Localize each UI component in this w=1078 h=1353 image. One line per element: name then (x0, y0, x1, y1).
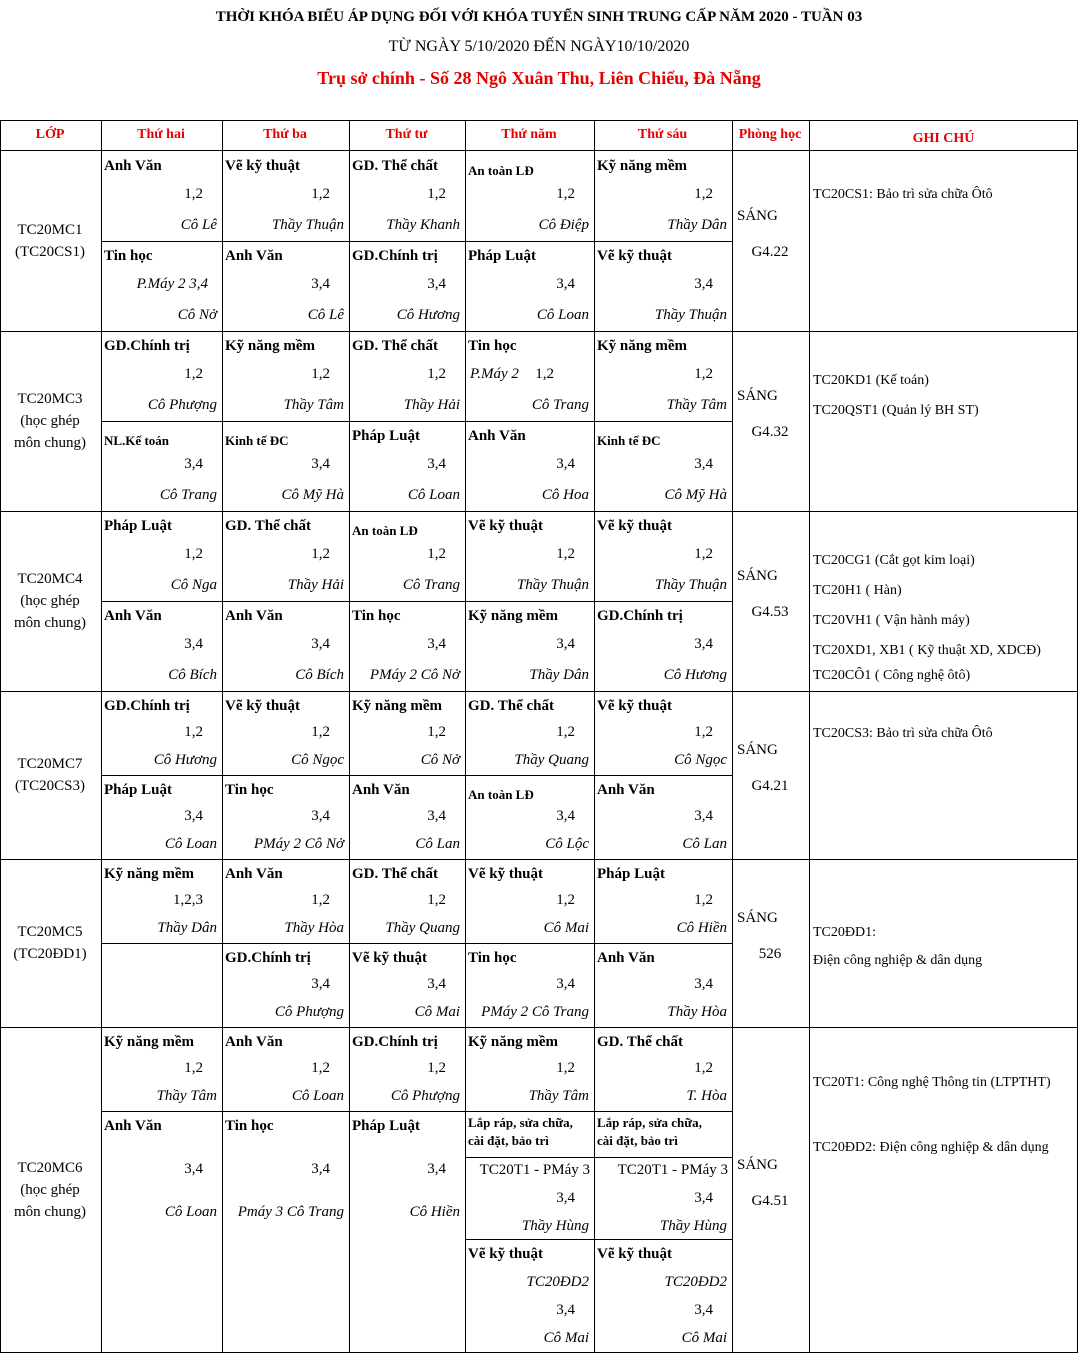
teacher-name: Thầy Dân (529, 667, 589, 683)
grid-line (0, 511, 1078, 512)
class-name: (TC20CS3) (14, 778, 85, 794)
room-code: G4.51 (751, 1192, 789, 1209)
note-text: TC20T1: Công nghệ Thông tin (LTPTHT) (813, 1075, 1051, 1090)
teacher-name: Cô Lan (415, 836, 460, 852)
period: 1,2 (427, 546, 446, 562)
teacher-name: Thầy Hải (287, 577, 344, 593)
note-text: Điện công nghiệp & dân dụng (813, 953, 983, 968)
grid-line (465, 1239, 732, 1240)
period: 3,4 (694, 808, 713, 824)
grid-line (101, 601, 732, 602)
period: 1,2 (311, 366, 330, 382)
subject-name: Kỹ năng mềm (225, 338, 315, 354)
teacher-name: Thầy Thuận (271, 217, 344, 233)
period: 3,4 (694, 1302, 713, 1318)
class-name: (học ghép (20, 413, 80, 429)
class-name: môn chung) (13, 615, 87, 631)
period: 1,2 (694, 186, 713, 202)
col-header-friday: Thứ sáu (637, 127, 688, 142)
period: 1,2 (184, 546, 203, 562)
room-code: G4.53 (751, 604, 789, 620)
teacher-name: Cô Trang (402, 577, 460, 593)
subject-name: Lắp ráp, sửa chữa, (468, 1115, 573, 1130)
note-text: TC20XD1, XB1 ( Kỹ thuật XD, XDCĐ) (813, 643, 1041, 658)
period: 1,2 (556, 1060, 575, 1076)
subject-name: Tin học (104, 248, 153, 264)
period: 1,2 (311, 1060, 330, 1076)
class-name: TC20MC6 (17, 1159, 83, 1176)
grid-line (101, 775, 732, 776)
class-name: TC20MC5 (17, 924, 83, 940)
col-header-monday: Thứ hai (137, 127, 185, 142)
grid-line (101, 1111, 732, 1112)
teacher-name: Cô Mai (414, 1004, 460, 1020)
subject-name: Vẽ kỹ thuật (225, 698, 301, 714)
period: 3,4 (184, 456, 203, 472)
period: 1,2 (427, 366, 446, 382)
period: 3,4 (184, 808, 203, 824)
period: 1,2 (311, 892, 330, 908)
teacher-name: PMáy 2 Cô Nở (253, 836, 344, 852)
teacher-name: PMáy 2 Cô Trang (481, 1004, 589, 1020)
subject-name: Anh Văn (225, 1034, 283, 1050)
period: 3,4 (427, 636, 446, 652)
period: 1,2 (556, 546, 575, 562)
note-text: TC20CÔ1 ( Công nghệ ôtô) (813, 668, 971, 683)
period: 1,2 (694, 366, 713, 382)
subject-name: GD. Thể chất (225, 518, 311, 534)
note-text: TC20CS3: Bảo trì sửa chữa Ôtô (813, 726, 993, 741)
subject-name: Vẽ kỹ thuật (597, 1246, 673, 1262)
class-name: TC20MC3 (17, 391, 83, 407)
grid-line (0, 331, 1078, 332)
teacher-name: Thầy Thuận (654, 307, 727, 323)
subject-name: Kỹ năng mềm (597, 158, 687, 174)
grid-line (101, 241, 732, 242)
period: 1,2 (184, 186, 203, 202)
note-text: TC20CG1 (Cắt gọt kim loại) (813, 553, 975, 568)
class-name: (học ghép (20, 1181, 80, 1198)
subject-name: Kinh tế ĐC (225, 433, 289, 448)
subject-name: Pháp Luật (597, 866, 665, 882)
subject-name: GD.Chính trị (225, 950, 311, 966)
period: 3,4 (311, 976, 330, 992)
subject-name: Kỹ năng mềm (597, 338, 687, 354)
teacher-name: Cô Trang (531, 397, 589, 413)
class-name: môn chung) (13, 435, 87, 451)
teacher-name: Thầy Thuận (654, 577, 727, 593)
period: 3,4 (184, 1161, 203, 1177)
teacher-name: Cô Loan (164, 836, 217, 852)
class-name: (TC20CS1) (14, 244, 85, 260)
teacher-name: Thầy Hòa (667, 1004, 727, 1020)
col-header-wednesday: Thứ tư (385, 127, 428, 142)
period: 1,2 (311, 546, 330, 562)
col-header-tuesday: Thứ ba (263, 127, 307, 142)
group-code: TC20ĐD2 (526, 1274, 589, 1290)
period: 3,4 (427, 456, 446, 472)
teacher-name: Thầy Quang (385, 920, 460, 936)
subject-name: Kỹ năng mềm (468, 608, 558, 624)
group-code: TC20T1 - PMáy 3 (617, 1162, 728, 1178)
subject-name: cài đặt, bảo trì (597, 1133, 678, 1148)
period: 3,4 (556, 976, 575, 992)
room-session: SÁNG (737, 208, 778, 224)
subject-name: GD. Thể chất (352, 338, 438, 354)
grid-line (0, 859, 1078, 860)
period: 1,2 (184, 724, 203, 740)
col-header-thursday: Thứ năm (501, 127, 557, 142)
teacher-name: Cô Trang (159, 487, 217, 503)
subject-name: NL.Kế toán (104, 433, 169, 448)
teacher-name: Cô Điệp (538, 217, 589, 233)
subject-name: Pháp Luật (468, 248, 536, 264)
subject-name: Anh Văn (225, 866, 283, 882)
period: 1,2 (556, 892, 575, 908)
teacher-name: T. Hòa (686, 1088, 727, 1104)
subject-name: An toàn LĐ (352, 523, 418, 538)
subject-name: Kỹ năng mềm (352, 698, 442, 714)
schedule-title: THỜI KHÓA BIỂU ÁP DỤNG ĐỐI VỚI KHÓA TUYỂN SINH TRUNG CẤP NĂM 2020 - TUẦN 03 (215, 9, 863, 25)
grid-line (0, 1027, 1078, 1028)
subject-name: GD.Chính trị (104, 698, 190, 714)
room-code: G4.32 (751, 424, 789, 440)
period: 3,4 (694, 456, 713, 472)
period: 1,2 (427, 724, 446, 740)
teacher-name: Cô Hoa (541, 487, 589, 503)
subject-name: Vẽ kỹ thuật (468, 1246, 544, 1262)
note-text: TC20ĐD1: (813, 925, 876, 940)
period: 1,2 (184, 366, 203, 382)
period: 3,4 (556, 808, 575, 824)
period: 1,2 (694, 546, 713, 562)
teacher-name: Cô Hương (396, 307, 460, 323)
grid-line (809, 120, 810, 1352)
class-name: (học ghép (20, 593, 80, 609)
grid-line (101, 421, 732, 422)
subject-name: GD.Chính trị (104, 338, 190, 354)
period: 3,4 (311, 808, 330, 824)
period: 1,2 (427, 1060, 446, 1076)
room-code: 526 (758, 946, 782, 962)
period: 3,4 (694, 636, 713, 652)
teacher-name: Thầy Tâm (283, 397, 344, 413)
period: 3,4 (427, 276, 446, 292)
period: 1,2 (556, 186, 575, 202)
teacher-name: Thầy Tâm (666, 397, 727, 413)
grid-line (0, 691, 1078, 692)
period: 1,2,3 (173, 892, 203, 908)
period: 3,4 (694, 1190, 713, 1206)
period: 3,4 (311, 456, 330, 472)
teacher-name: Cô Bích (295, 667, 344, 683)
period: 3,4 (311, 276, 330, 292)
teacher-name: Thầy Hùng (521, 1218, 589, 1234)
group-code: TC20T1 - PMáy 3 (479, 1162, 590, 1178)
teacher-name: Thầy Tâm (156, 1088, 217, 1104)
teacher-name: Thầy Hòa (284, 920, 344, 936)
room-session: SÁNG (737, 568, 778, 584)
schedule-location: Trụ sở chính - Số 28 Ngô Xuân Thu, Liên Chiểu, Đà Nẵng (317, 68, 761, 88)
grid-line (465, 1157, 594, 1158)
note-text: TC20H1 ( Hàn) (813, 583, 902, 598)
room-session: SÁNG (737, 388, 778, 404)
note-text: TC20CS1: Bảo trì sửa chữa Ôtô (813, 187, 993, 202)
subject-name: Vẽ kỹ thuật (597, 248, 673, 264)
class-name: môn chung) (13, 1203, 87, 1220)
teacher-name: PMáy 2 Cô Nở (369, 667, 460, 683)
period: 1,2 (694, 1060, 713, 1076)
period: 1,2 (311, 186, 330, 202)
teacher-name: Cô Ngọc (674, 752, 727, 768)
subject-name: cài đặt, bảo trì (468, 1133, 549, 1148)
room-session: SÁNG (737, 742, 778, 758)
period: 3,4 (694, 976, 713, 992)
subject-name: Anh Văn (468, 428, 526, 444)
period: 3,4 (556, 456, 575, 472)
room-ref: P.Máy 2 (470, 366, 519, 382)
class-name: TC20MC1 (17, 222, 83, 238)
subject-name: GD. Thể chất (352, 866, 438, 882)
note-text: TC20QST1 (Quản lý BH ST) (813, 403, 979, 418)
subject-name: Kỹ năng mềm (104, 866, 194, 882)
class-name: (TC20ĐD1) (13, 946, 87, 962)
teacher-name: Thầy Hùng (659, 1218, 727, 1234)
subject-name: GD.Chính trị (352, 1034, 438, 1050)
grid-line (594, 1157, 732, 1158)
subject-name: GD.Chính trị (352, 248, 438, 264)
teacher-name: Thầy Dân (157, 920, 217, 936)
period: 3,4 (311, 1161, 330, 1177)
col-header-class: LỚP (35, 127, 65, 142)
teacher-name: Cô Hương (663, 667, 727, 683)
period: 3,4 (694, 276, 713, 292)
subject-name: GD. Thể chất (597, 1034, 683, 1050)
teacher-name: Cô Hiền (409, 1204, 460, 1220)
subject-name: Tin học (352, 608, 401, 624)
subject-name: Vẽ kỹ thuật (225, 158, 301, 174)
class-name: TC20MC7 (17, 756, 83, 772)
grid-line (0, 120, 1078, 121)
teacher-name: Thầy Tâm (528, 1088, 589, 1104)
teacher-name: Cô Mỹ Hà (281, 487, 344, 503)
teacher-name: Cô Hiền (676, 920, 727, 936)
note-text: TC20KD1 (Kế toán) (813, 373, 929, 388)
teacher-name: Cô Phượng (274, 1004, 344, 1020)
room-session: SÁNG (737, 1156, 778, 1173)
grid-line (732, 120, 733, 1352)
period: 1,2 (535, 366, 554, 382)
teacher-name: Cô Lê (307, 307, 344, 323)
note-text: TC20ĐD2: Điện công nghiệp & dân dụng (813, 1140, 1049, 1155)
teacher-name: Cô Nở (420, 752, 460, 768)
teacher-name: Thầy Dân (667, 217, 727, 233)
subject-name: An toàn LĐ (468, 787, 534, 802)
subject-name: Pháp Luật (104, 782, 172, 798)
teacher-name: Cô Loan (536, 307, 589, 323)
grid-line (0, 150, 1078, 151)
period: 1,2 (694, 892, 713, 908)
teacher-name: Cô Mai (543, 1330, 589, 1346)
subject-name: Kỹ năng mềm (104, 1034, 194, 1050)
teacher-name: Cô Nga (170, 577, 217, 593)
subject-name: Tin học (468, 950, 517, 966)
teacher-name: Thầy Hải (403, 397, 460, 413)
period: 3,4 (556, 276, 575, 292)
period: 1,2 (556, 724, 575, 740)
subject-name: Anh Văn (225, 248, 283, 264)
subject-name: Lắp ráp, sửa chữa, (597, 1115, 702, 1130)
period: 3,4 (184, 636, 203, 652)
subject-name: Pháp Luật (352, 428, 420, 444)
teacher-name: Cô Phượng (390, 1088, 460, 1104)
room-session: SÁNG (737, 910, 778, 926)
subject-name: GD.Chính trị (597, 608, 683, 624)
teacher-name: Cô Loan (164, 1204, 217, 1220)
period: 1,2 (184, 1060, 203, 1076)
teacher-name: Cô Phượng (147, 397, 217, 413)
note-text: TC20VH1 ( Vận hành máy) (813, 613, 970, 628)
teacher-name: Cô Lê (180, 217, 217, 233)
subject-name: Kỹ năng mềm (468, 1034, 558, 1050)
subject-name: Kinh tế ĐC (597, 433, 661, 448)
teacher-name: Cô Bích (168, 667, 217, 683)
subject-name: Pháp Luật (352, 1118, 420, 1134)
subject-name: Vẽ kỹ thuật (468, 866, 544, 882)
subject-name: Vẽ kỹ thuật (352, 950, 428, 966)
teacher-name: Pmáy 3 Cô Trang (237, 1204, 344, 1220)
subject-name: Pháp Luật (104, 518, 172, 534)
subject-name: Anh Văn (352, 782, 410, 798)
teacher-name: Cô Mai (543, 920, 589, 936)
subject-name: Tin học (225, 1118, 274, 1134)
period: 3,4 (427, 808, 446, 824)
schedule-dates: TỪ NGÀY 5/10/2020 ĐẾN NGÀY10/10/2020 (388, 38, 690, 55)
teacher-name: Cô Lộc (545, 836, 589, 852)
teacher-name: Cô Ngọc (291, 752, 344, 768)
period: 1,2 (427, 892, 446, 908)
subject-name: Anh Văn (104, 608, 162, 624)
col-header-room: Phòng học (738, 127, 802, 142)
subject-name: An toàn LĐ (468, 163, 534, 178)
subject-name: Anh Văn (597, 782, 655, 798)
subject-name: Anh Văn (104, 158, 162, 174)
subject-name: GD. Thể chất (352, 158, 438, 174)
teacher-name: Cô Nở (177, 307, 217, 323)
teacher-name: Thầy Khanh (386, 217, 460, 233)
subject-name: Vẽ kỹ thuật (597, 698, 673, 714)
period: 3,4 (427, 1161, 446, 1177)
subject-name: Tin học (225, 782, 274, 798)
teacher-name: Cô Mai (681, 1330, 727, 1346)
subject-name: Anh Văn (225, 608, 283, 624)
period: 1,2 (427, 186, 446, 202)
teacher-name: Cô Mỹ Hà (664, 487, 727, 503)
room-code: G4.22 (751, 244, 789, 260)
period: 3,4 (311, 636, 330, 652)
period: 1,2 (311, 724, 330, 740)
room-code: G4.21 (751, 778, 789, 794)
teacher-name: Cô Hương (153, 752, 217, 768)
period: 1,2 (694, 724, 713, 740)
period: 3,4 (427, 976, 446, 992)
group-code: TC20ĐD2 (664, 1274, 727, 1290)
teacher-name: Cô Loan (407, 487, 460, 503)
subject-name: Anh Văn (597, 950, 655, 966)
subject-name: Tin học (468, 338, 517, 354)
teacher-name: Cô Lan (682, 836, 727, 852)
period: 3,4 (556, 636, 575, 652)
period: 3,4 (556, 1302, 575, 1318)
subject-name: GD. Thể chất (468, 698, 554, 714)
period: P.Máy 2 3,4 (136, 276, 208, 292)
col-header-notes: GHI CHÚ (912, 131, 975, 146)
subject-name: Vẽ kỹ thuật (468, 518, 544, 534)
teacher-name: Thầy Thuận (516, 577, 589, 593)
subject-name: Vẽ kỹ thuật (597, 518, 673, 534)
teacher-name: Thầy Quang (514, 752, 589, 768)
teacher-name: Cô Loan (291, 1088, 344, 1104)
period: 3,4 (556, 1190, 575, 1206)
grid-line (101, 943, 732, 944)
subject-name: Anh Văn (104, 1118, 162, 1134)
class-name: TC20MC4 (17, 571, 83, 587)
